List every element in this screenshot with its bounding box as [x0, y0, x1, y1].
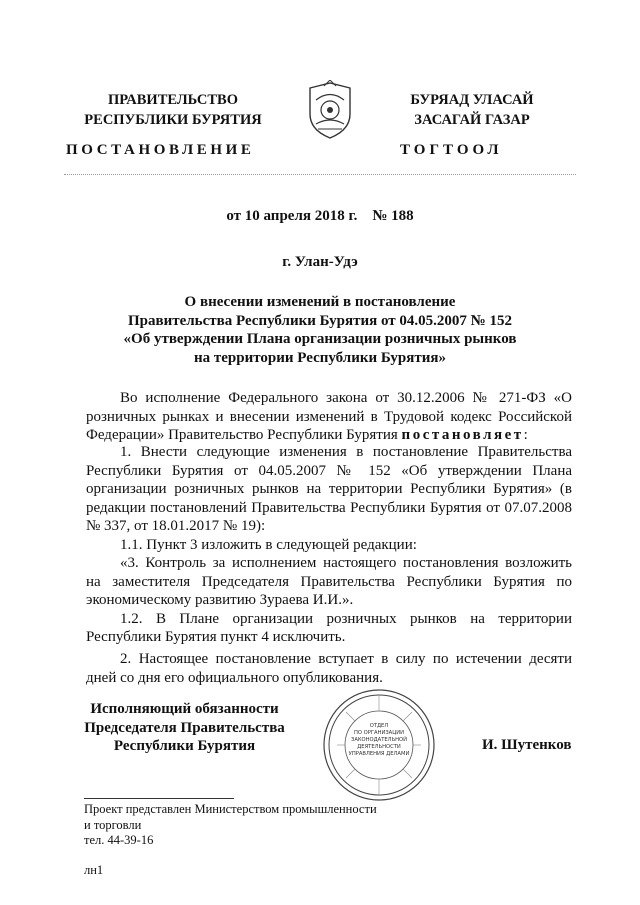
document-title: [0, 293, 640, 367]
header-right: [372, 90, 572, 130]
date-number: от 10 апреля 2018 г. № 188: [226, 208, 414, 224]
item-2: 2. Настоящее постановление вступает в силу по истечении десяти дней со дня его официального опубликования.: [86, 651, 572, 686]
city: г. Улан-Удэ: [282, 254, 358, 270]
signatory-line2: Председателя Правительства: [84, 719, 285, 736]
preamble: [86, 389, 572, 445]
footer-line3: тел. 44-39-16: [84, 833, 154, 847]
preamble-text: Во исполнение Федерального закона от 30.12.2006 № 271-ФЗ «О розничных рынках и внесении изменений в Трудовой кодекс Российской Федерации» Правительство Республики Бурятия: [86, 390, 572, 443]
government-name-line2: РЕСПУБЛИКИ БУРЯТИЯ: [84, 112, 262, 128]
footer-line1: Проект представлен Министерством промышленности: [84, 802, 377, 816]
doc-type-russian: ПОСТАНОВЛЕНИЕ: [66, 142, 255, 158]
header-divider: [64, 174, 576, 175]
coat-of-arms-icon: [302, 80, 358, 142]
preamble-verb: постановляет: [401, 427, 524, 443]
government-name-buryat-line1: БУРЯАД УЛАСАЙ: [410, 92, 534, 108]
seal-line3: ЗАКОНОДАТЕЛЬНОЙ: [351, 737, 407, 743]
seal-line4: ДЕЯТЕЛЬНОСТИ: [357, 744, 401, 750]
seal-line1: ОТДЕЛ: [369, 723, 389, 729]
item-1-1: 1.1. Пункт 3 изложить в следующей редакции:: [120, 536, 417, 553]
item-1-2: 1.2. В Плане организации розничных рынков на территории Республики Бурятия пункт 4 исключить.: [86, 610, 572, 645]
footer-line2: и торговли: [84, 817, 142, 832]
item-1: 1. Внести следующие изменения в постановление Правительства Республики Бурятия от 04.05.2007 № 152 «Об утверждении Плана организации розничных рынков на территории Республики Бурятия» (в редакции постановлений Правительства Республики Бурятия от 07.07.2008 № 337, от 18.01.2017 № 19):: [86, 444, 572, 534]
signatory-title: [82, 700, 287, 756]
header-left: [66, 90, 280, 130]
title-line3: «Об утверждении Плана организации розничных рынков: [123, 331, 517, 347]
government-name-line1: ПРАВИТЕЛЬСТВО: [108, 92, 238, 108]
title-line2: Правительства Республики Бурятия от 04.05.2007 № 152: [127, 312, 512, 329]
title-line1: О внесении изменений в постановление: [184, 294, 456, 310]
clause-1: [86, 443, 572, 647]
clause-2: [86, 650, 572, 687]
seal-line5: УПРАВЛЕНИЯ ДЕЛАМИ: [348, 751, 410, 757]
footer-divider: [84, 798, 234, 799]
seal-line2: ПО ОРГАНИЗАЦИИ: [353, 730, 405, 736]
signatory-name: И. Шутенков: [482, 737, 572, 753]
doc-type-buryat: ТОГТООЛ: [400, 142, 503, 158]
document-code: лн1: [84, 863, 104, 877]
government-name-buryat-line2: ЗАСАГАЙ ГАЗАР: [414, 112, 530, 128]
official-seal-icon: [318, 688, 440, 803]
item-1-1-quote: «3. Контроль за исполнением настоящего постановления возложить на заместителя Председателя Правительства Республики Бурятия по экономическому развитию Зураева И.И.».: [86, 555, 572, 608]
title-line4: на территории Республики Бурятия»: [193, 349, 447, 366]
signatory-line1: Исполняющий обязанности: [90, 701, 279, 717]
footer-note: [84, 802, 377, 849]
signatory-line3: Республики Бурятия: [113, 738, 256, 754]
preamble-colon: :: [523, 427, 528, 443]
